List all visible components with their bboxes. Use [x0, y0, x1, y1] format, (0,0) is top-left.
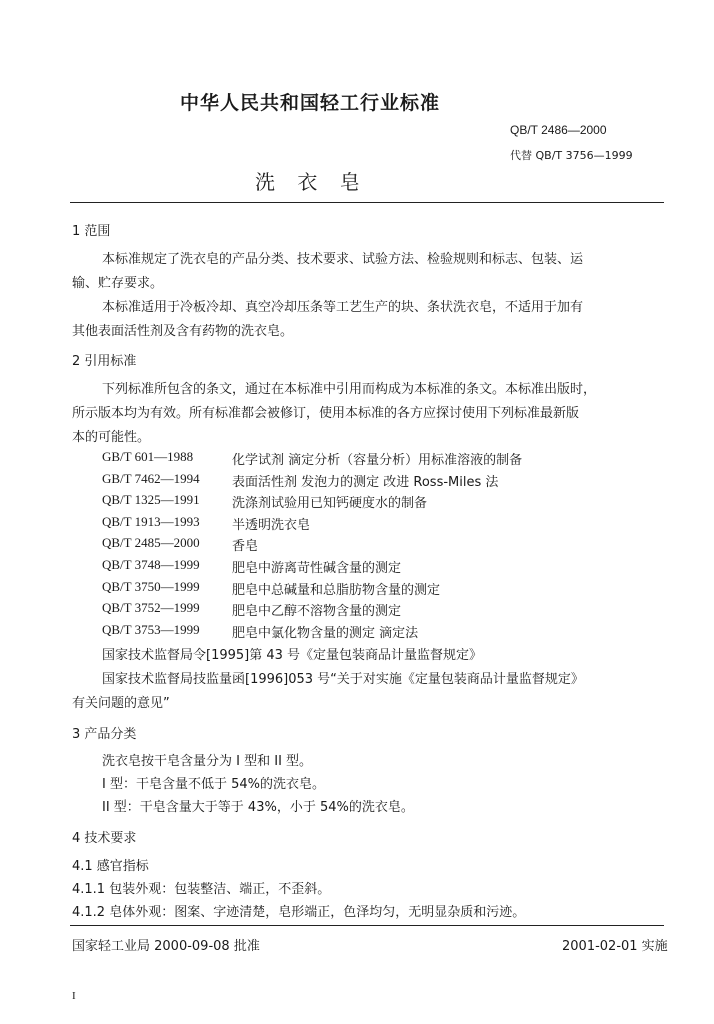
- reference-title: 化学试剂 滴定分析（容量分析）用标准溶液的制备: [232, 453, 523, 468]
- reference-code: QB/T 3750—1999: [102, 578, 200, 594]
- replaces-standard: 代替 QB/T 3756—1999: [510, 149, 633, 162]
- reference-code: QB/T 1325—1991: [102, 492, 200, 508]
- section-3-line-2: I 型：干皂含量不低于 54%的洗衣皂。: [102, 777, 325, 792]
- section-4-1-1: 4.1.1 包装外观：包装整洁、端正，不歪斜。: [72, 882, 331, 897]
- implementation-date: 2001-02-01 实施: [562, 939, 668, 954]
- footer-divider: [70, 925, 664, 926]
- reference-code: QB/T 3753—1999: [102, 621, 200, 637]
- reference-title: 香皂: [232, 539, 259, 555]
- section-3-line-1: 洗衣皂按干皂含量分为 I 型和 II 型。: [102, 754, 313, 769]
- standard-category-title: 中华人民共和国轻工行业标准: [180, 92, 441, 114]
- header-divider: [70, 202, 664, 203]
- reference-title: 洗涤剂试验用已知钙硬度水的制备: [232, 496, 428, 512]
- section-1-paragraph-1-line-1: 本标准规定了洗衣皂的产品分类、技术要求、试验方法、检验规则和标志、包装、运: [102, 252, 584, 267]
- reference-title: 半透明洗衣皂: [232, 517, 311, 533]
- section-4-heading: 4 技术要求: [72, 831, 137, 846]
- section-2-paragraph-line-1: 下列标准所包含的条文，通过在本标准中引用而构成为本标准的条文。本标准出版时，: [102, 382, 597, 397]
- reference-code: GB/T 601—1988: [102, 449, 194, 464]
- reference-title: 肥皂中总碱量和总脂肪物含量的测定: [232, 582, 441, 598]
- standard-code: QB/T 2486—2000: [510, 123, 607, 137]
- reference-order-2-line-1: 国家技术监督局技监量函[1996]053 号“关于对实施《定量包装商品计量监督规定》: [102, 672, 584, 687]
- reference-code: QB/T 3752—1999: [102, 600, 200, 616]
- section-3-line-3: II 型：干皂含量大于等于 43%，小于 54%的洗衣皂。: [102, 800, 414, 815]
- reference-order-1: 国家技术监督局令[1995]第 43 号《定量包装商品计量监督规定》: [102, 648, 483, 663]
- reference-title: 表面活性剂 发泡力的测定 改进 Ross-Miles 法: [232, 474, 499, 490]
- section-1-heading: 1 范围: [72, 224, 111, 239]
- section-1-paragraph-2-line-2: 其他表面活性剂及含有药物的洗衣皂。: [72, 324, 294, 339]
- section-1-paragraph-2-line-1: 本标准适用于冷板冷却、真空冷却压条等工艺生产的块、条状洗衣皂，不适用于加有: [102, 300, 584, 315]
- approval-date: 国家轻工业局 2000-09-08 批准: [72, 939, 260, 954]
- reference-code: GB/T 7462—1994: [102, 470, 200, 486]
- section-2-paragraph-line-2: 所示版本均为有效。所有标准都会被修订，使用本标准的各方应探讨使用下列标准最新版: [72, 406, 580, 421]
- reference-code: QB/T 1913—1993: [102, 513, 200, 529]
- reference-order-2-line-2: 有关问题的意见”: [72, 696, 170, 711]
- reference-code: QB/T 2485—2000: [102, 535, 200, 551]
- page-number: I: [72, 990, 76, 1002]
- reference-title: 肥皂中游离苛性碱含量的测定: [232, 561, 402, 576]
- reference-title: 肥皂中氯化物含量的测定 滴定法: [232, 625, 419, 641]
- section-4-1-heading: 4.1 感官指标: [72, 859, 149, 874]
- reference-code: QB/T 3748—1999: [102, 557, 200, 572]
- section-4-1-2: 4.1.2 皂体外观：图案、字迹清楚，皂形端正，色泽均匀，无明显杂质和污迹。: [72, 905, 526, 920]
- section-2-paragraph-line-3: 本的可能性。: [72, 430, 151, 445]
- section-1-paragraph-1-line-2: 输、贮存要求。: [72, 276, 164, 291]
- section-3-heading: 3 产品分类: [72, 727, 137, 742]
- section-2-heading: 2 引用标准: [72, 354, 137, 369]
- reference-title: 肥皂中乙醇不溶物含量的测定: [232, 604, 402, 620]
- document-title: 洗 衣 皂: [255, 170, 368, 194]
